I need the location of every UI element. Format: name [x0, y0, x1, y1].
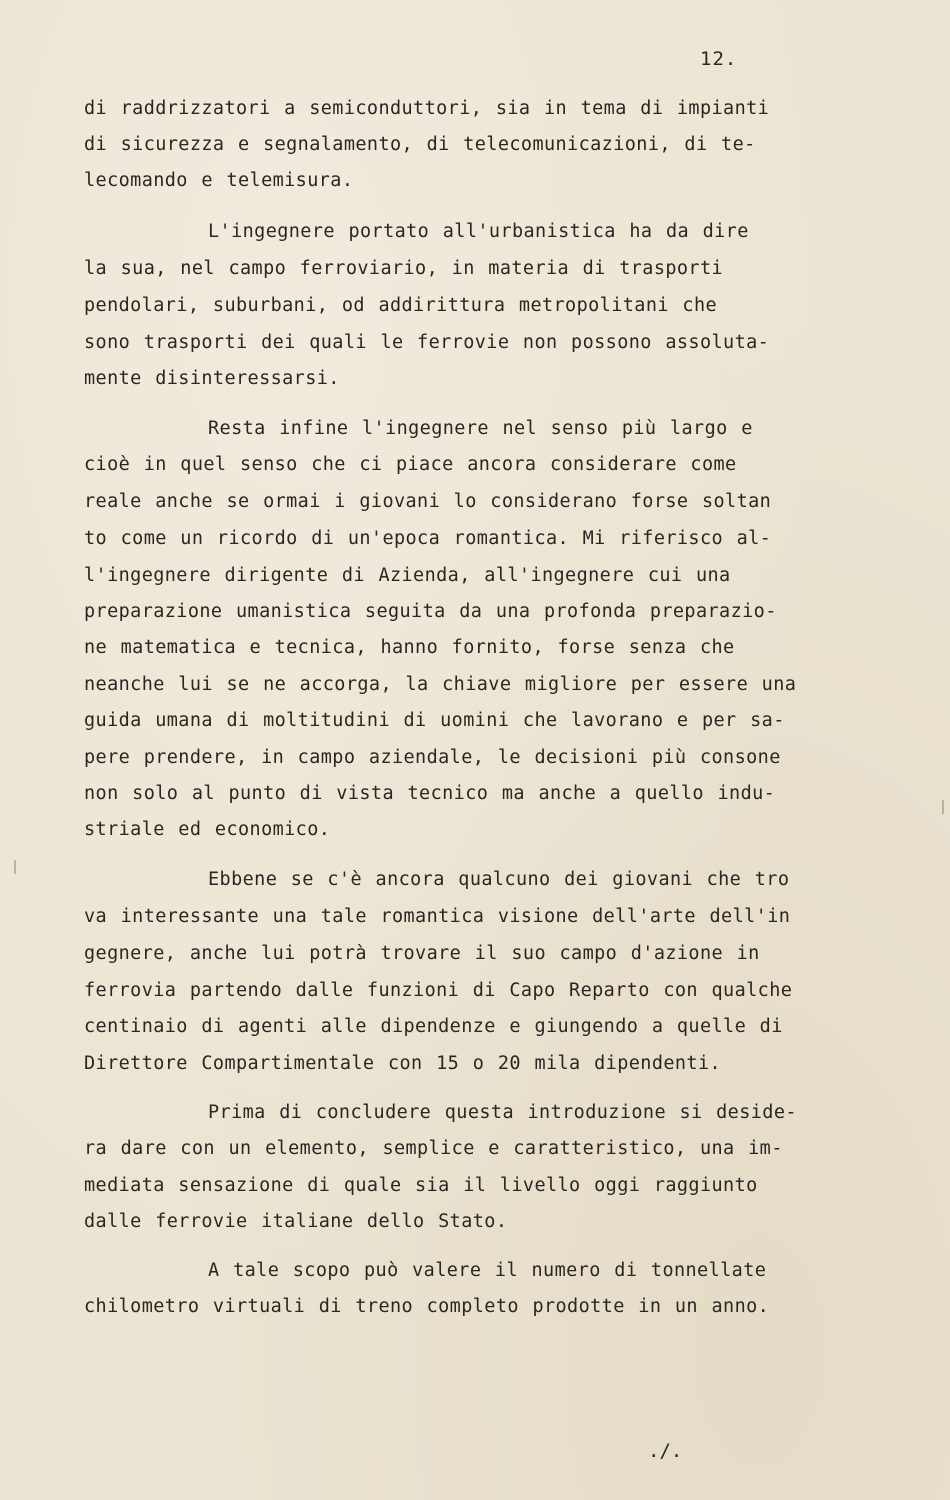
text-line: lecomando e telemisura. — [84, 170, 354, 191]
text-line: cioè in quel senso che ci piace ancora considerare come — [84, 454, 737, 475]
text-line: la sua, nel campo ferroviario, in materia di trasporti — [84, 258, 724, 279]
text-line: Resta infine l'ingegnere nel senso più largo e — [208, 418, 753, 439]
text-line: di sicurezza e segnalamento, di telecomunicazioni, di te- — [84, 134, 756, 155]
text-line: pendolari, suburbani, od addirittura metropolitani che — [84, 295, 718, 316]
text-line: pere prendere, in campo aziendale, le decisioni più consone — [84, 747, 781, 768]
text-line: reale anche se ormai i giovani lo considerano forse soltan — [84, 491, 772, 512]
text-line: ne matematica e tecnica, hanno fornito, forse senza che — [84, 637, 735, 658]
text-line: mediata sensazione di quale sia il livello oggi raggiunto — [84, 1175, 758, 1196]
text-line: preparazione umanistica seguita da una profonda preparazio- — [84, 601, 777, 622]
text-line: guida umana di moltitudini di uomini che lavorano e per sa- — [84, 710, 785, 731]
text-line: L'ingegnere portato all'urbanistica ha da dire — [208, 221, 749, 242]
text-line: chilometro virtuali di treno completo prodotte in un anno. — [84, 1296, 770, 1317]
text-line: Ebbene se c'è ancora qualcuno dei giovani che tro — [208, 869, 790, 890]
text-line: sono trasporti dei quali le ferrovie non possono assoluta- — [84, 332, 770, 353]
text-line: centinaio di agenti alle dipendenze e giungendo a quelle di — [84, 1016, 783, 1037]
paper-speck — [14, 860, 16, 874]
text-line: A tale scopo può valere il numero di tonnellate — [208, 1260, 767, 1281]
page-number: 12. — [700, 48, 738, 70]
text-line: to come un ricordo di un'epoca romantica. Mi riferisco al- — [84, 528, 772, 549]
text-line: dalle ferrovie italiane dello Stato. — [84, 1211, 508, 1232]
text-line: mente disinteressarsi. — [84, 368, 340, 389]
text-line: Prima di concludere questa introduzione si deside- — [208, 1102, 797, 1123]
text-line: Direttore Compartimentale con 15 o 20 mila dipendenti. — [84, 1053, 722, 1074]
text-line: di raddrizzatori a semiconduttori, sia in tema di impianti — [84, 98, 770, 119]
text-line: l'ingegnere dirigente di Azienda, all'ingegnere cui una — [84, 565, 731, 586]
text-line: neanche lui se ne accorga, la chiave migliore per essere una — [84, 674, 797, 695]
continuation-mark: ./. — [648, 1440, 683, 1462]
paper-speck — [942, 800, 944, 814]
text-line: ferrovia partendo dalle funzioni di Capo Reparto con qualche — [84, 980, 793, 1001]
text-line: non solo al punto di vista tecnico ma anche a quello indu- — [84, 783, 776, 804]
text-line: gegnere, anche lui potrà trovare il suo campo d'azione in — [84, 943, 760, 964]
text-line: ra dare con un elemento, semplice e caratteristico, una im- — [84, 1138, 783, 1159]
text-line: striale ed economico. — [84, 819, 331, 840]
text-line: va interessante una tale romantica visione dell'arte dell'in — [84, 906, 791, 927]
